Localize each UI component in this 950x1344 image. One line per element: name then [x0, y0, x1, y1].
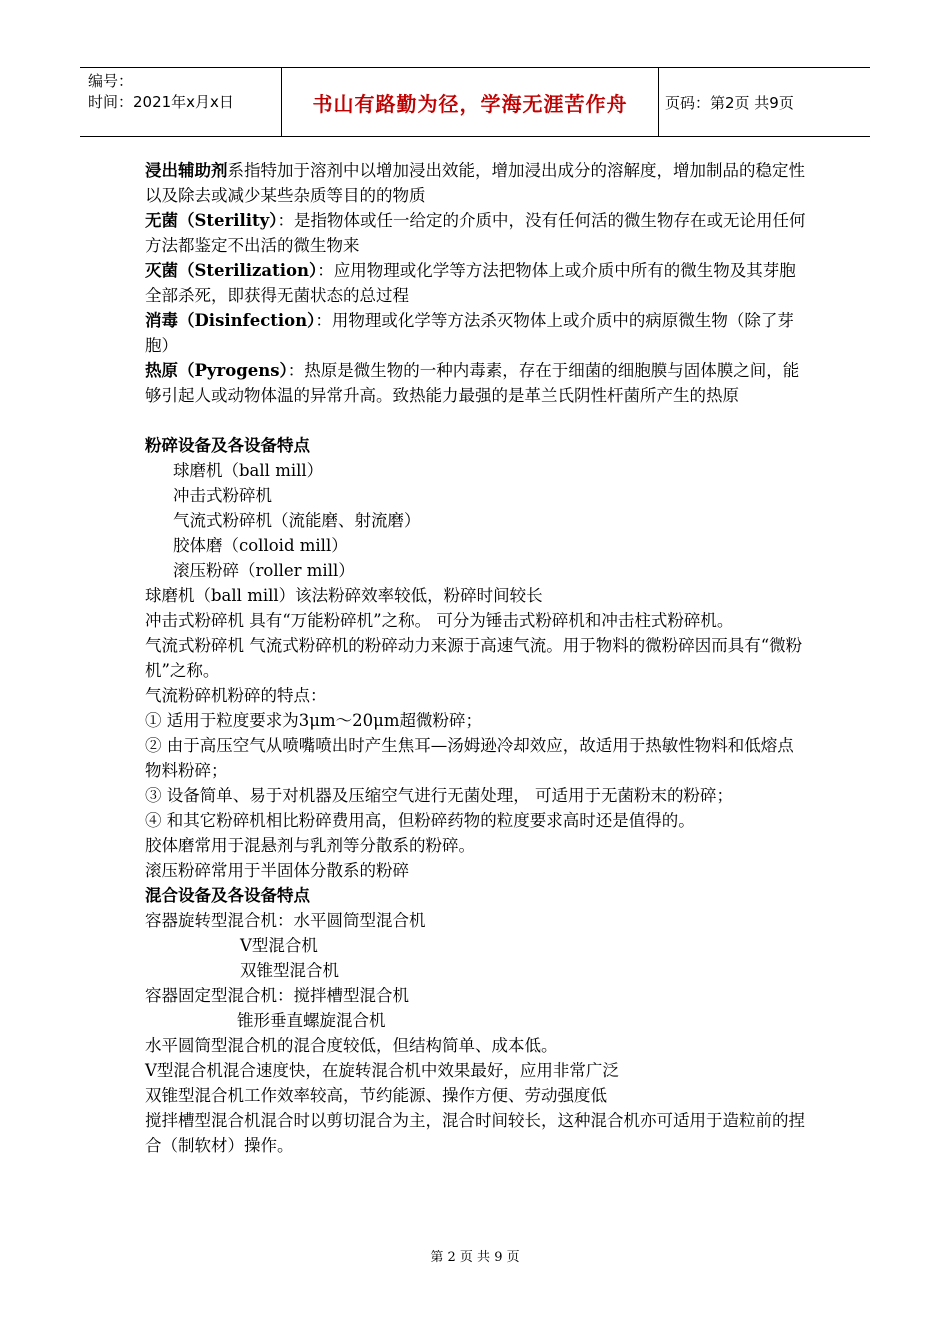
number-label: 编号：	[88, 72, 134, 90]
header-page-info: 页码：第2页 共9页	[665, 93, 794, 112]
crushing-heading: 粉碎设备及各设备特点	[145, 436, 310, 455]
definition-term: 消毒（Disinfection）	[145, 311, 316, 330]
document-body	[145, 158, 810, 1158]
mixer-category: 容器固定型混合机：搅拌槽型混合机	[145, 986, 409, 1005]
body-paragraph: 搅拌槽型混合机混合时以剪切混合为主，混合时间较长，这种混合机亦可适用于造粒前的捏合（制软材）操作。	[145, 1111, 805, 1155]
body-paragraph: 冲击式粉碎机 具有“万能粉碎机”之称。 可分为锤击式粉碎机和冲击柱式粉碎机。	[145, 611, 734, 630]
body-paragraph: ② 由于高压空气从喷嘴喷出时产生焦耳—汤姆逊冷却效应，故适用于热敏性物料和低熔点物料粉碎；	[145, 736, 794, 780]
list-item: 滚压粉碎（roller mill）	[173, 561, 355, 580]
body-paragraph: ③ 设备简单、易于对机器及压缩空气进行无菌处理， 可适用于无菌粉末的粉碎；	[145, 786, 733, 805]
mixer-type: 锥形垂直螺旋混合机	[237, 1011, 386, 1030]
spacer	[145, 408, 810, 433]
list-item: 气流式粉碎机（流能磨、射流磨）	[173, 511, 421, 530]
time-label: 时间：2021年x月x日	[88, 93, 234, 111]
definition-paragraph	[145, 158, 810, 208]
body-paragraph: ① 适用于粒度要求为3μm～20μm超微粉碎；	[145, 711, 482, 730]
definition-paragraph	[145, 308, 810, 358]
body-paragraph: ④ 和其它粉碎机相比粉碎费用高，但粉碎药物的粒度要求高时还是值得的。	[145, 811, 695, 830]
mixing-heading: 混合设备及各设备特点	[145, 886, 310, 905]
body-paragraph: 气流式粉碎机 气流式粉碎机的粉碎动力来源于高速气流。用于物料的微粉碎因而具有“微粉机”之称。	[145, 636, 803, 680]
definition-term: 热原（Pyrogens）	[145, 361, 288, 380]
body-paragraph: 球磨机（ball mill）该法粉碎效率较低，粉碎时间较长	[145, 586, 543, 605]
body-paragraph: 双锥型混合机工作效率较高，节约能源、操作方便、劳动强度低	[145, 1086, 607, 1105]
definition-term: 无菌（Sterility）	[145, 211, 278, 230]
list-item: 冲击式粉碎机	[173, 486, 272, 505]
body-paragraph: 气流粉碎机粉碎的特点：	[145, 686, 327, 705]
header-motto: 书山有路勤为径，学海无涯苦作舟	[282, 68, 659, 136]
mixer-type: 双锥型混合机	[240, 961, 339, 980]
definition-text: 系指特加于溶剂中以增加浸出效能，增加浸出成分的溶解度，增加制品的稳定性以及除去或减少某些杂质等目的的物质	[145, 161, 805, 205]
body-paragraph: V型混合机混合速度快，在旋转混合机中效果最好，应用非常广泛	[145, 1061, 619, 1080]
definition-text: ：应用物理或化学等方法把物体上或介质中所有的微生物及其芽胞全部杀死，即获得无菌状态的总过程	[145, 261, 796, 305]
definition-paragraph	[145, 208, 810, 258]
definition-term: 浸出辅助剂	[145, 161, 228, 180]
header-meta	[80, 68, 282, 136]
list-item: 球磨机（ball mill）	[173, 461, 324, 480]
page-header	[80, 67, 870, 137]
body-paragraph: 胶体磨常用于混悬剂与乳剂等分散系的粉碎。	[145, 836, 475, 855]
body-paragraph: 水平圆筒型混合机的混合度较低，但结构简单、成本低。	[145, 1036, 558, 1055]
definition-text: ：热原是微生物的一种内毒素，存在于细菌的细胞膜与固体膜之间，能够引起人或动物体温的异常升高。致热能力最强的是革兰氏阴性杆菌所产生的热原	[145, 361, 800, 405]
definition-text: ：用物理或化学等方法杀灭物体上或介质中的病原微生物（除了芽胞）	[145, 311, 794, 355]
list-item: 胶体磨（colloid mill）	[173, 536, 348, 555]
mixer-type: V型混合机	[240, 936, 318, 955]
definition-text: ：是指物体或任一给定的介质中，没有任何活的微生物存在或无论用任何方法都鉴定不出活的微生物来	[145, 211, 806, 255]
body-paragraph: 滚压粉碎常用于半固体分散系的粉碎	[145, 861, 409, 880]
mixer-category: 容器旋转型混合机：水平圆筒型混合机	[145, 911, 426, 930]
definition-paragraph	[145, 258, 810, 308]
definition-paragraph	[145, 358, 810, 408]
page-footer: 第 2 页 共 9 页	[430, 1250, 520, 1265]
definition-term: 灭菌（Sterilization）	[145, 261, 318, 280]
